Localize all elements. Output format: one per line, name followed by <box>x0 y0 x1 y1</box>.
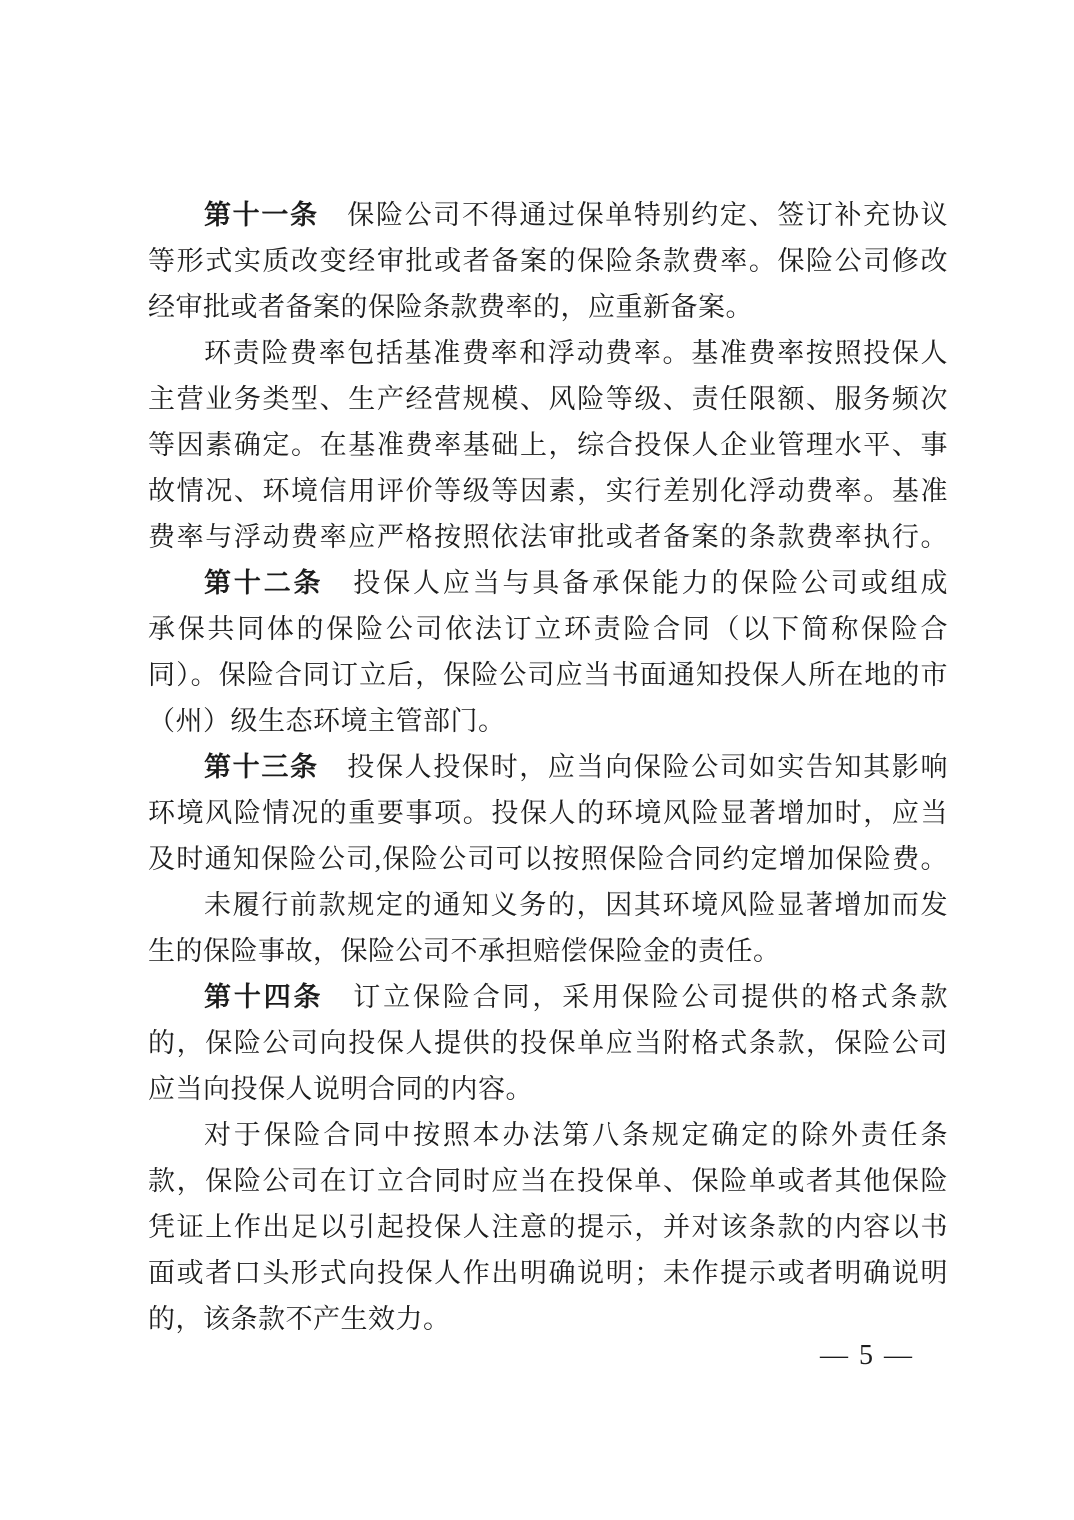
text-line <box>148 1158 948 1204</box>
text-segment: 保险公司不得通过保单特别约定、签订补充协议 <box>318 200 948 230</box>
text-segment: 投保人应当与具备承保能力的保险公司或组成 <box>323 568 949 598</box>
text-line <box>148 974 948 1020</box>
text-line <box>148 1112 948 1158</box>
text-line <box>148 468 948 514</box>
text-line <box>148 238 948 284</box>
text-segment: 订立保险合同，采用保险公司提供的格式条款 <box>323 982 949 1012</box>
paragraph <box>148 974 948 1112</box>
text-line <box>148 652 948 698</box>
text-segment: 凭证上作出足以引起投保人注意的提示，并对该条款的内容以书 <box>148 1212 948 1242</box>
text-segment: 环责险费率包括基准费率和浮动费率。基准费率按照投保人 <box>204 338 948 368</box>
article-number: 第十三条 <box>204 752 319 782</box>
text-segment: 故情况、环境信用评价等级等因素，实行差别化浮动费率。基准 <box>148 476 948 506</box>
text-line <box>148 376 948 422</box>
text-line <box>148 1020 948 1066</box>
article-number: 第十四条 <box>204 982 324 1012</box>
paragraph <box>148 882 948 974</box>
text-segment: 及时通知保险公司,保险公司可以按照保险合同约定增加保险费。 <box>148 844 948 874</box>
text-block <box>148 192 948 1342</box>
text-segment: 投保人投保时，应当向保险公司如实告知其影响 <box>318 752 948 782</box>
text-line <box>148 882 948 928</box>
page-number: — 5 — <box>820 1340 914 1371</box>
text-line <box>148 1250 948 1296</box>
text-segment: （州）级生态环境主管部门。 <box>148 706 506 736</box>
text-line <box>148 514 948 560</box>
text-segment: 的，保险公司向投保人提供的投保单应当附格式条款，保险公司 <box>148 1028 948 1058</box>
text-line <box>148 790 948 836</box>
text-line <box>148 744 948 790</box>
text-segment: 环境风险情况的重要事项。投保人的环境风险显著增加时，应当 <box>148 798 948 828</box>
text-segment: 等形式实质改变经审批或者备案的保险条款费率。保险公司修改 <box>148 246 948 276</box>
text-line <box>148 928 948 974</box>
text-line <box>148 330 948 376</box>
text-line <box>148 606 948 652</box>
text-line <box>148 1296 948 1342</box>
text-line <box>148 698 948 744</box>
text-segment: 未履行前款规定的通知义务的，因其环境风险显著增加而发 <box>204 890 948 920</box>
text-line <box>148 836 948 882</box>
text-line <box>148 560 948 606</box>
text-segment: 的，该条款不产生效力。 <box>148 1304 451 1334</box>
text-segment: 款，保险公司在订立合同时应当在投保单、保险单或者其他保险 <box>148 1166 948 1196</box>
text-segment: 费率与浮动费率应严格按照依法审批或者备案的条款费率执行。 <box>148 522 948 552</box>
text-segment: 等因素确定。在基准费率基础上，综合投保人企业管理水平、事 <box>148 430 948 460</box>
text-segment: 经审批或者备案的保险条款费率的，应重新备案。 <box>148 292 753 322</box>
text-line <box>148 1204 948 1250</box>
text-segment: 同）。保险合同订立后，保险公司应当书面通知投保人所在地的市 <box>148 660 948 690</box>
article-number: 第十二条 <box>204 568 324 598</box>
text-segment: 面或者口头形式向投保人作出明确说明；未作提示或者明确说明 <box>148 1258 948 1288</box>
text-segment: 主营业务类型、生产经营规模、风险等级、责任限额、服务频次 <box>148 384 948 414</box>
paragraph <box>148 1112 948 1342</box>
text-line <box>148 284 948 330</box>
paragraph <box>148 330 948 560</box>
text-segment: 生的保险事故，保险公司不承担赔偿保险金的责任。 <box>148 936 781 966</box>
paragraph <box>148 744 948 882</box>
text-line <box>148 1066 948 1112</box>
text-segment: 应当向投保人说明合同的内容。 <box>148 1074 533 1104</box>
text-line <box>148 192 948 238</box>
article-number: 第十一条 <box>204 200 319 230</box>
text-segment: 承保共同体的保险公司依法订立环责险合同（以下简称保险合 <box>148 614 948 644</box>
text-segment: 对于保险合同中按照本办法第八条规定确定的除外责任条 <box>204 1120 948 1150</box>
paragraph <box>148 192 948 330</box>
text-line <box>148 422 948 468</box>
paragraph <box>148 560 948 744</box>
